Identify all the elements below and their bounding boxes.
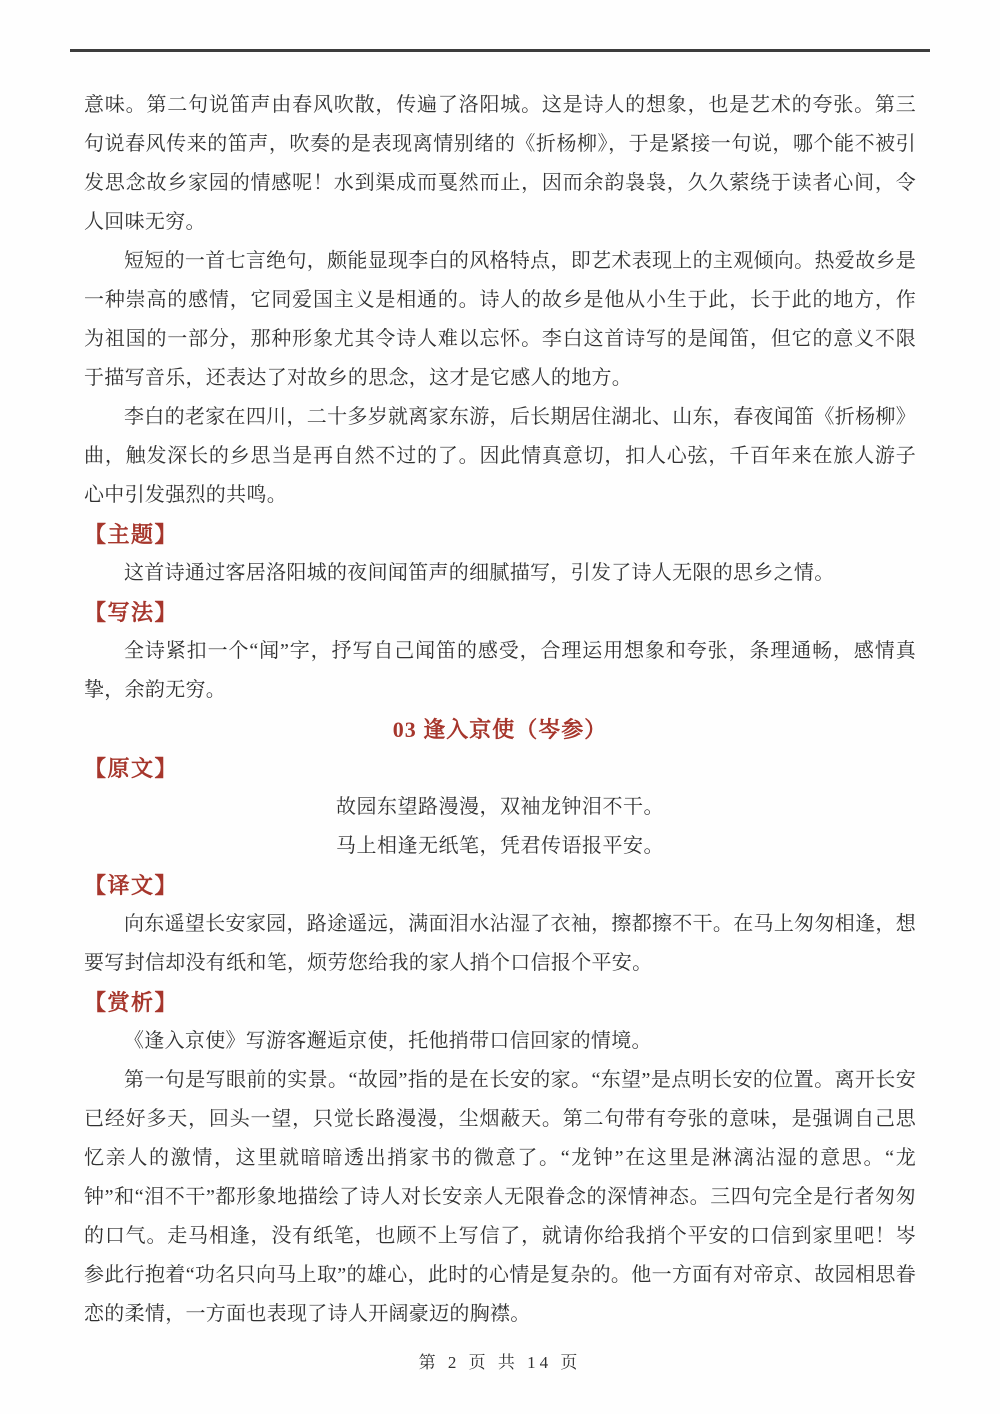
section-header-technique: 【写法】 (84, 600, 179, 625)
section-header-analysis: 【赏析】 (84, 990, 179, 1015)
poem-verse-line: 故园东望路漫漫，双袖龙钟泪不干。 (336, 796, 664, 818)
section-header-theme: 【主题】 (84, 522, 179, 547)
analysis-paragraph: 李白的老家在四川，二十多岁就离家东游，后长期居住湖北、山东，春夜闻笛《折杨柳》曲，触发深长的乡思当是再自然不过的了。因此情真意切，扣人心弦，千百年来在旅人游子心中引发强烈的共鸣。 (84, 406, 916, 506)
analysis-paragraph: 短短的一首七言绝句，颇能显现李白的风格特点，即艺术表现上的主观倾向。热爱故乡是一种崇高的感情，它同爱国主义是相通的。诗人的故乡是他从小生于此，长于此的地方，作为祖国的一部分，那种形象尤其令诗人难以忘怀。李白这首诗写的是闻笛，但它的意义不限于描写音乐，还表达了对故乡的思念，这才是它感人的地方。 (84, 250, 916, 389)
header-rule (70, 49, 930, 52)
page-content (84, 86, 916, 1334)
poem-title: 03 逢入京使（岑参） (392, 717, 608, 742)
continuation-paragraph: 意味。第二句说笛声由春风吹散，传遍了洛阳城。这是诗人的想象，也是艺术的夸张。第三句说春风传来的笛声，吹奏的是表现离情别绪的《折杨柳》，于是紧接一句说，哪个能不被引发思念故乡家园的情感呢！水到渠成而戛然而止，因而余韵袅袅，久久萦绕于读者心间，令人回味无穷。 (84, 94, 916, 233)
section-header-original: 【原文】 (84, 756, 179, 781)
poem-verse-line: 马上相逢无纸笔，凭君传语报平安。 (336, 835, 664, 857)
analysis-paragraph: 《逢入京使》写游客邂逅京使，托他捎带口信回家的情境。 (124, 1030, 652, 1052)
translation-text: 向东遥望长安家园，路途遥远，满面泪水沾湿了衣袖，擦都擦不干。在马上匆匆相逢，想要写封信却没有纸和笔，烦劳您给我的家人捎个口信报个平安。 (84, 913, 916, 974)
theme-text: 这首诗通过客居洛阳城的夜间闻笛声的细腻描写，引发了诗人无限的思乡之情。 (124, 562, 835, 584)
section-header-translation: 【译文】 (84, 873, 179, 898)
page-number: 第 2 页 共 14 页 (418, 1353, 582, 1372)
analysis-paragraph: 第一句是写眼前的实景。“故园”指的是在长安的家。“东望”是点明长安的位置。离开长安已经好多天，回头一望，只觉长路漫漫，尘烟蔽天。第二句带有夸张的意味，是强调自己思忆亲人的激情，这里就暗暗透出捎家书的微意了。“龙钟”在这里是淋漓沾湿的意思。“龙钟”和“泪不干”都形象地描绘了诗人对长安亲人无限眷念的深情神态。三四句完全是行者匆匆的口气。走马相逢，没有纸笔，也顾不上写信了，就请你给我捎个平安的口信到家里吧！岑参此行抱着“功名只向马上取”的雄心，此时的心情是复杂的。他一方面有对帝京、故园相思眷恋的柔情，一方面也表现了诗人开阔豪迈的胸襟。 (84, 1069, 916, 1325)
technique-text: 全诗紧扣一个“闻”字，抒写自己闻笛的感受，合理运用想象和夸张，条理通畅，感情真挚，余韵无穷。 (84, 640, 916, 701)
